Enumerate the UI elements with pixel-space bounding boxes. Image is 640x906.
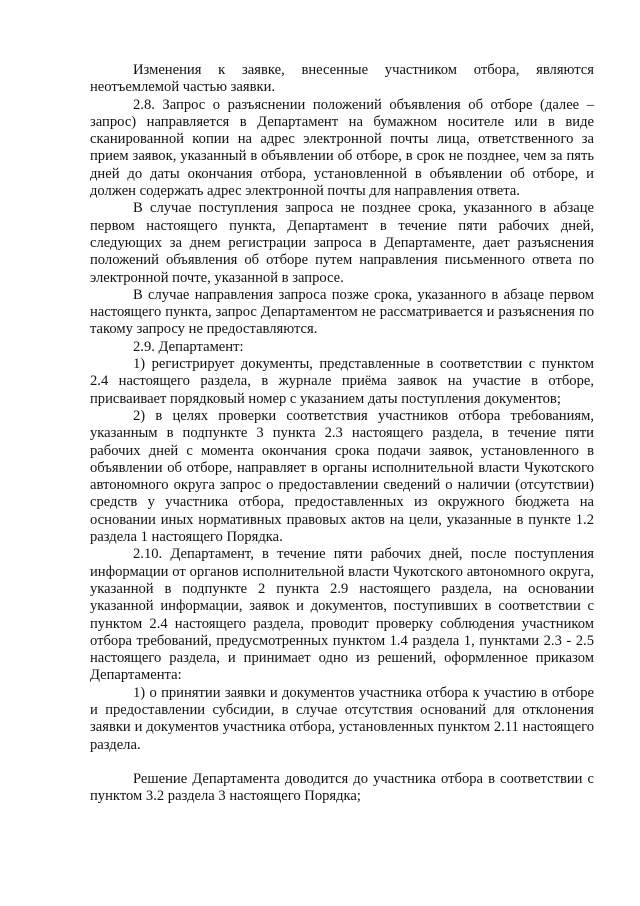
paragraph-2-10-item-1: 1) о принятии заявки и документов участника отбора к участию в отборе и предоставлении субсидии, в случае отсутствия оснований для отклонения заявки и документов участника отбора, установленных пунктом 2.11 настоящего раздела.: [90, 684, 594, 753]
paragraph-2-9-item-2: 2) в целях проверки соответствия участников отбора требованиям, указанным в подпункте 3 пункта 2.3 настоящего раздела, в течение пяти рабочих дней с момента окончания срока подачи заявок, установленного в объявлении об отборе, направляет в органы исполнительной власти Чукотского автономного округа запрос о предоставлении сведений о наличии (отсутствии) средств у участника отбора, предоставленных из окружного бюджета на основании иных нормативных правовых актов на цели, указанные в пункте 1.2 раздела 1 настоящего Порядка.: [90, 407, 594, 546]
document-page: [90, 62, 594, 805]
paragraph-request-in-time: В случае поступления запроса не позднее срока, указанного в абзаце первом настоящего пункта, Департамент в течение пяти рабочих дней, следующих за днем регистрации запроса в Департаменте, дает разъяснения положений объявления об отборе путем направления письменного ответа по электронной почте, указанной в запросе.: [90, 200, 594, 286]
paragraph-2-9: 2.9. Департамент:: [133, 338, 244, 355]
paragraph-request-late: В случае направления запроса позже срока, указанного в абзаце первом настоящего пункта, запрос Департаментом не рассматривается и разъяснения по такому запросу не предоставляются.: [90, 286, 594, 338]
paragraph-2-9-item-1: 1) регистрирует документы, представленные в соответствии с пунктом 2.4 настоящего раздела, в журнале приёма заявок на участие в отборе, присваивает порядковый номер с указанием даты поступления документов;: [90, 356, 594, 407]
paragraph-2-10: 2.10. Департамент, в течение пяти рабочих дней, после поступления информации от органов исполнительной власти Чукотского автономного округа, указанной в подпункте 2 пункта 2.9 настоящего раздела, на основании указанной информации, заявок и документов, поступивших в соответствии с пунктом 2.4 настоящего раздела, проводит проверку соблюдения участником отбора требований, предусмотренных пунктом 1.4 раздела 1, пунктами 2.3 - 2.5 настоящего раздела, и принимает одно из решений, оформленное приказом Департамента:: [90, 546, 594, 684]
paragraph-2-8: 2.8. Запрос о разъяснении положений объявления об отборе (далее – запрос) направляется в Департамент на бумажном носителе или в виде сканированной копии на адрес электронной почты лица, ответственного за прием заявок, указанный в объявлении об отборе, в срок не позднее, чем за пять дней до даты окончания отбора, установленной в объявлении об отборе, и должен содержать адрес электронной почты для направления ответа.: [90, 96, 594, 200]
paragraph-decision: Решение Департамента доводится до участника отбора в соответствии с пунктом 3.2 раздела 3 настоящего Порядка;: [90, 770, 594, 805]
paragraph-amendments: Изменения к заявке, внесенные участником отбора, являются неотъемлемой частью заявки.: [90, 62, 594, 96]
